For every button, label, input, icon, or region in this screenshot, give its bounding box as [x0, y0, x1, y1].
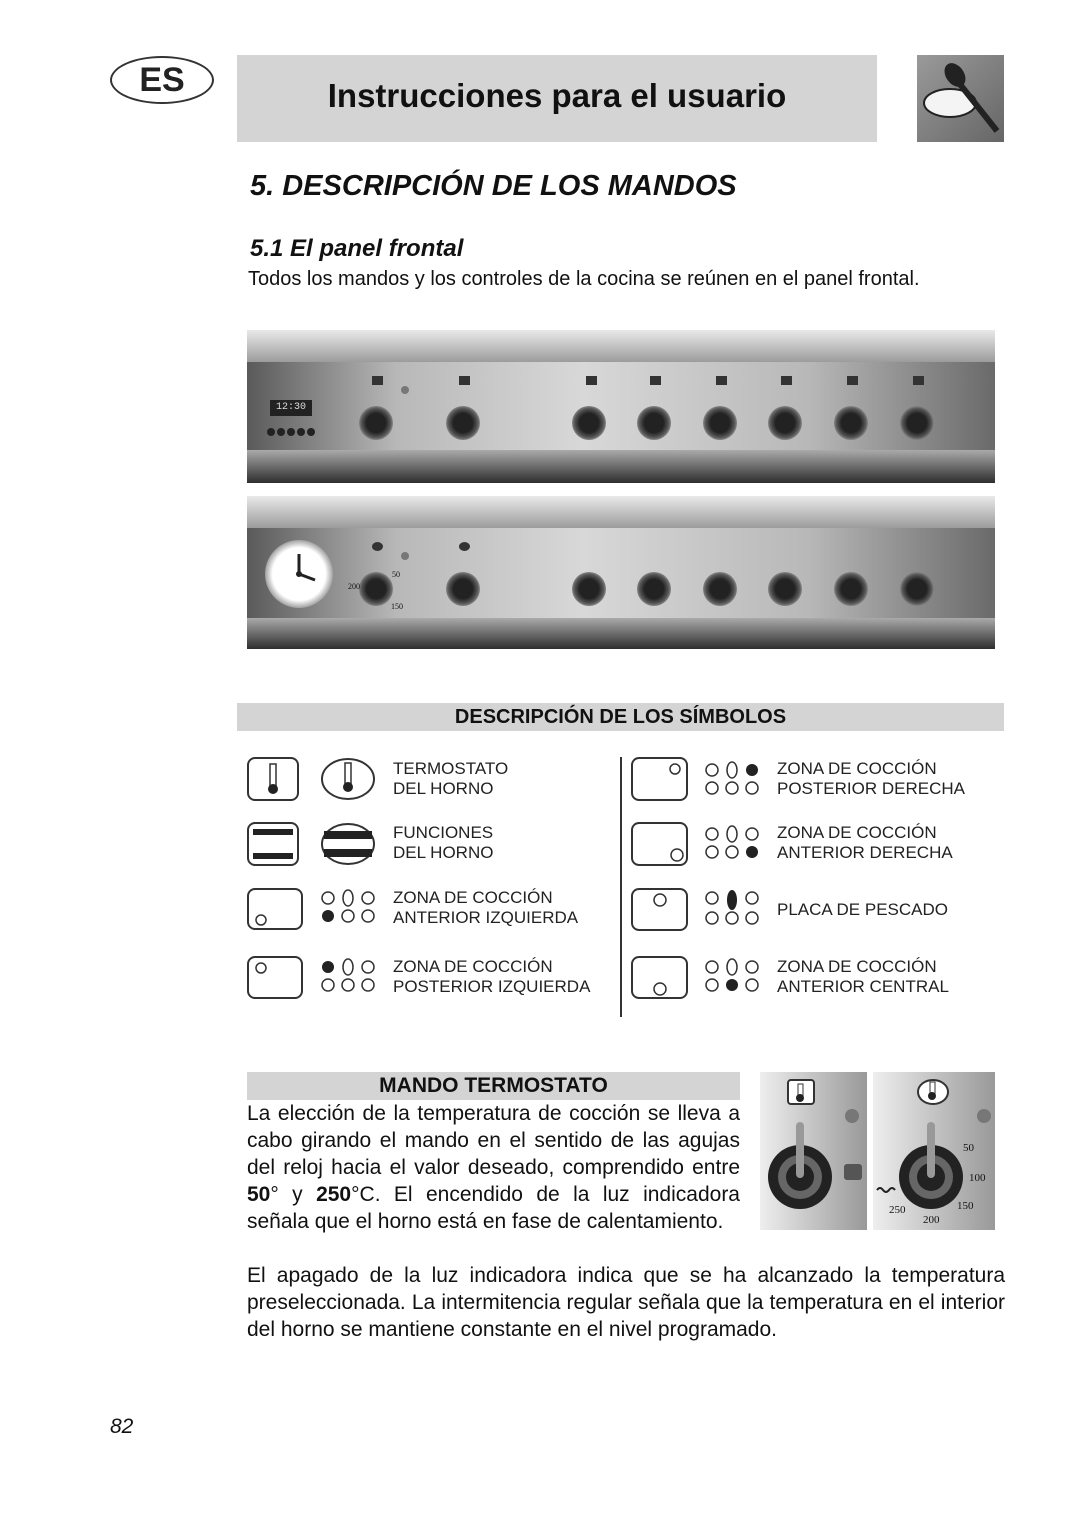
- header-bar: [237, 55, 877, 142]
- mando-paragraph: [247, 1100, 740, 1235]
- burner-knob-3[interactable]: [703, 406, 737, 440]
- burner-knob-6[interactable]: [900, 406, 934, 440]
- panel-upper-face: [247, 362, 995, 450]
- zone-front-right-icon: [631, 822, 688, 866]
- functions-round-icon: [320, 822, 376, 871]
- thermostat-knob-image-2: [873, 1072, 995, 1230]
- symbol-label-line2: DEL HORNO: [393, 843, 494, 862]
- page-number: 82: [110, 1415, 134, 1438]
- functions-symbol-icon: [459, 542, 470, 551]
- indicator-lamp-icon: [401, 386, 409, 394]
- dial-mark: 250: [889, 1204, 906, 1216]
- symbol-label-line2: ANTERIOR CENTRAL: [777, 977, 949, 996]
- oven-function-knob[interactable]: [446, 406, 480, 440]
- fish-plate-icon: [631, 888, 688, 931]
- dial-mark: 200: [923, 1214, 940, 1226]
- zone-rear-left-icon: [247, 956, 303, 999]
- zone-symbol-icon: [716, 376, 727, 385]
- zone-symbol-icon: [586, 376, 597, 385]
- thermostat-knob-image-1: [760, 1072, 867, 1230]
- functions-square-icon: [247, 822, 299, 866]
- symbol-label-line2: DEL HORNO: [393, 779, 494, 798]
- symbol-label-line1: PLACA DE PESCADO: [777, 900, 949, 919]
- zone-front-left-diagram-icon: [320, 888, 376, 933]
- burner-knob-10[interactable]: [768, 572, 802, 606]
- burner-knob-5[interactable]: [834, 406, 868, 440]
- burner-knob-2[interactable]: [637, 406, 671, 440]
- dial-mark: 100: [969, 1172, 986, 1184]
- mando-text-mid: ° y: [270, 1183, 317, 1206]
- symbol-label-line1: FUNCIONES: [393, 823, 494, 842]
- zone-front-center-diagram-icon: [704, 957, 760, 1002]
- dial-mark: 150: [957, 1200, 974, 1212]
- panel-lower-trim: [247, 496, 995, 528]
- thermostat-round-icon: [320, 757, 376, 806]
- dial-mark: 50: [963, 1142, 974, 1154]
- oven-thermostat-knob[interactable]: [359, 406, 393, 440]
- zone-rear-right-diagram-icon: [704, 760, 760, 805]
- symbol-label-line2: POSTERIOR IZQUIERDA: [393, 977, 591, 996]
- oven-function-knob-lower[interactable]: [446, 572, 480, 606]
- zone-symbol-icon: [913, 376, 924, 385]
- functions-symbol-icon: [459, 376, 470, 385]
- thermostat-symbol-icon: [372, 542, 383, 551]
- symbols-header: DESCRIPCIÓN DE LOS SÍMBOLOS: [237, 703, 1004, 731]
- panel-upper-trim: [247, 330, 995, 362]
- analog-clock-icon[interactable]: [265, 540, 333, 608]
- symbol-label-line1: ZONA DE COCCIÓN: [777, 759, 937, 778]
- chef-spoon-icon: [917, 55, 1004, 142]
- panel-lower-bottom: [247, 618, 995, 649]
- language-badge: ES: [110, 56, 214, 104]
- symbol-label-line2: POSTERIOR DERECHA: [777, 779, 965, 798]
- zone-front-center-icon: [631, 956, 688, 999]
- burner-knob-1[interactable]: [572, 406, 606, 440]
- dial-mark: 200: [348, 582, 360, 591]
- symbol-label-line1: ZONA DE COCCIÓN: [777, 823, 937, 842]
- zone-front-left-icon: [247, 888, 303, 930]
- mando-header: MANDO TERMOSTATO: [247, 1072, 740, 1100]
- symbol-label-line1: ZONA DE COCCIÓN: [393, 957, 553, 976]
- indicator-lamp-icon: [401, 552, 409, 560]
- symbol-label-line1: ZONA DE COCCIÓN: [393, 888, 553, 907]
- zone-front-right-diagram-icon: [704, 824, 760, 869]
- column-separator: [620, 757, 622, 1017]
- symbol-label-line2: ANTERIOR IZQUIERDA: [393, 908, 579, 927]
- zone-rear-right-icon: [631, 757, 688, 801]
- panel-lower-face: [247, 528, 995, 618]
- fish-plate-diagram-icon: [704, 888, 760, 933]
- oven-thermostat-knob-lower[interactable]: [359, 572, 393, 606]
- mando-min-temp: 50: [247, 1183, 271, 1206]
- panel-upper-bottom: [247, 450, 995, 483]
- front-panel-lower: [247, 496, 995, 649]
- section-title: 5. DESCRIPCIÓN DE LOS MANDOS: [250, 170, 737, 202]
- symbol-label-line2: ANTERIOR DERECHA: [777, 843, 953, 862]
- burner-knob-11[interactable]: [834, 572, 868, 606]
- dial-mark: 50: [392, 570, 400, 579]
- mando-max-temp: 250: [316, 1183, 352, 1206]
- burner-knob-9[interactable]: [703, 572, 737, 606]
- closing-paragraph: El apagado de la luz indicadora indica que se ha alcanzado la temperatura preseleccionada. La intermitencia regular señala que la temperatura en el interior del horno se mantiene constante en el nivel programado.: [247, 1264, 1005, 1341]
- burner-knob-4[interactable]: [768, 406, 802, 440]
- programmer-buttons: [267, 424, 323, 442]
- intro-paragraph: Todos los mandos y los controles de la cocina se reúnen en el panel frontal.: [248, 268, 920, 290]
- page-header-title: Instrucciones para el usuario: [327, 77, 787, 114]
- dial-mark: 150: [391, 602, 403, 611]
- zone-symbol-icon: [650, 376, 661, 385]
- zone-symbol-icon: [847, 376, 858, 385]
- mando-text-after: °C. El encendido de la luz indicadora señala que el horno está en fase de calentamiento.: [247, 1183, 740, 1233]
- zone-rear-left-diagram-icon: [320, 957, 376, 1002]
- symbol-label-line1: ZONA DE COCCIÓN: [777, 957, 937, 976]
- burner-knob-8[interactable]: [637, 572, 671, 606]
- front-panel-upper: [247, 330, 995, 483]
- subsection-title: 5.1 El panel frontal: [250, 235, 464, 262]
- symbol-label-line1: TERMOSTATO: [393, 759, 509, 778]
- digital-display: 12:30: [270, 400, 312, 416]
- burner-knob-7[interactable]: [572, 572, 606, 606]
- zone-symbol-icon: [781, 376, 792, 385]
- burner-knob-12[interactable]: [900, 572, 934, 606]
- thermostat-square-icon: [247, 757, 299, 801]
- thermostat-symbol-icon: [372, 376, 383, 385]
- mando-text-before: La elección de la temperatura de cocción se lleva a cabo girando el mando en el sentido de las agujas del reloj hacia el valor deseado, comprendido entre: [247, 1102, 740, 1179]
